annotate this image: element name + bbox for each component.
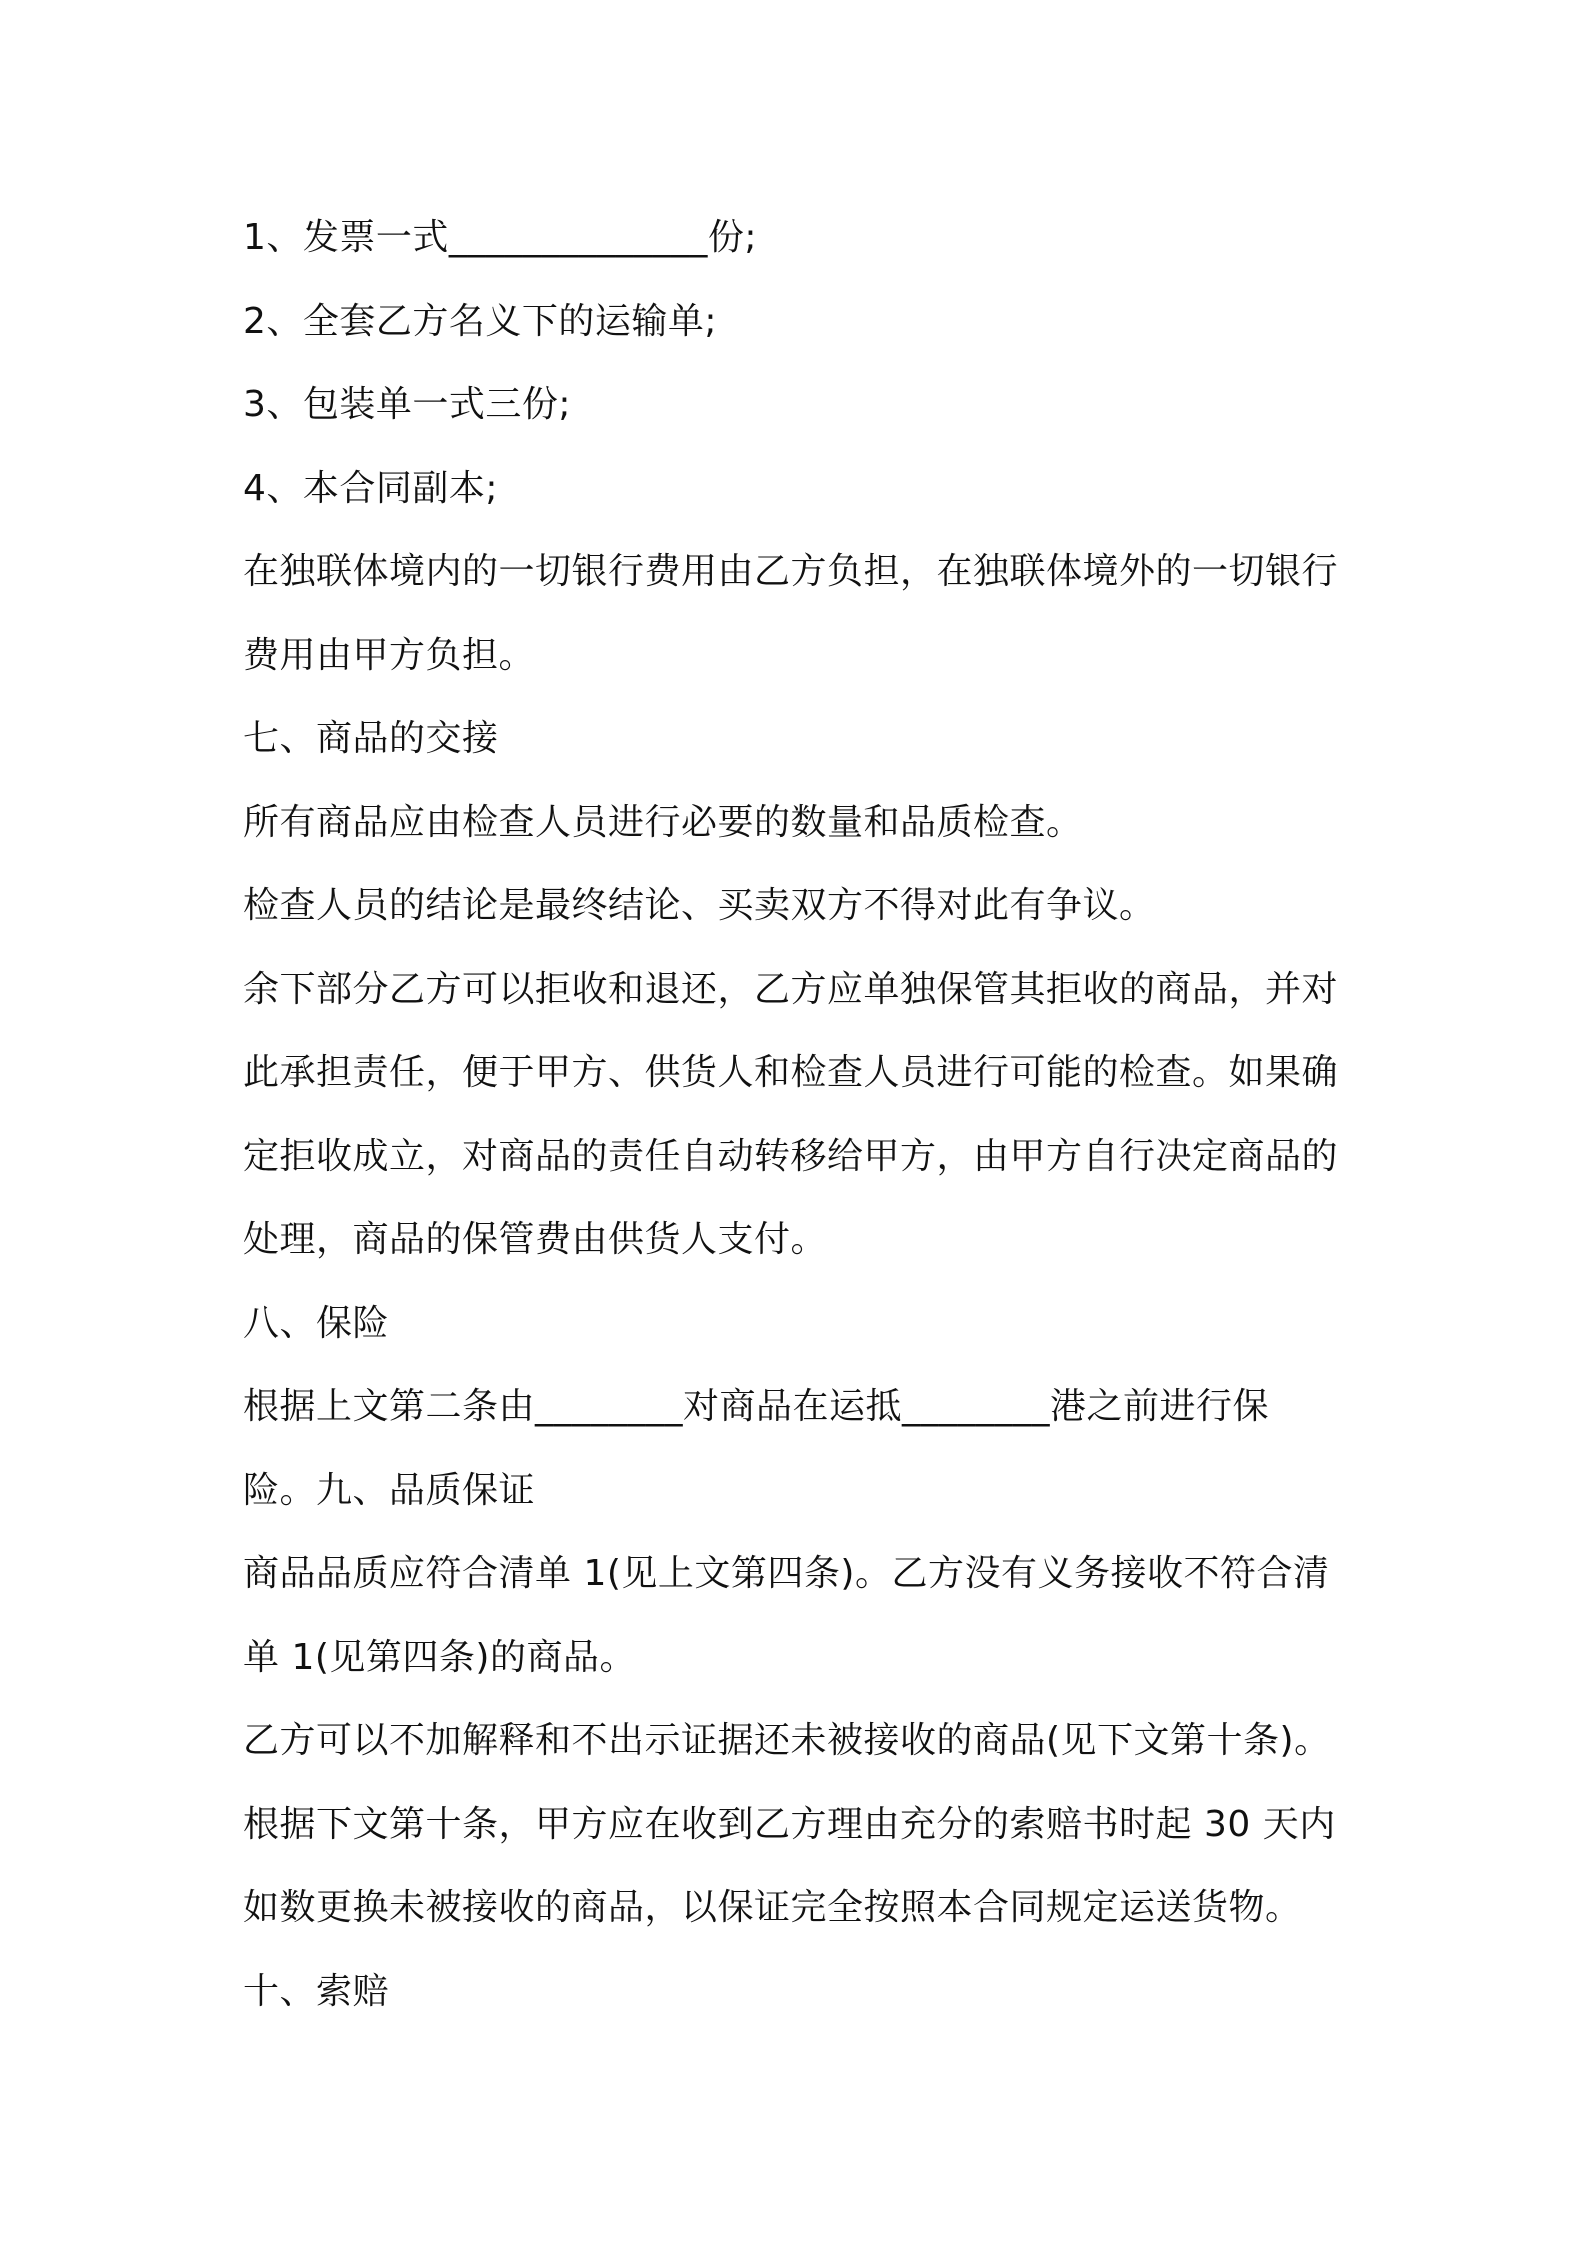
text-line: 检查人员的结论是最终结论、买卖双方不得对此有争议。 [243, 885, 1156, 926]
section-heading: 七、商品的交接 [243, 718, 499, 759]
text-line: 此承担责任，便于甲方、供货人和检查人员进行可能的检查。如果确 [243, 1052, 1339, 1093]
text-line: 在独联体境内的一切银行费用由乙方负担，在独联体境外的一切银行 [243, 551, 1339, 592]
text-line: 所有商品应由检查人员进行必要的数量和品质检查。 [243, 801, 1083, 843]
text-line: 商品品质应符合清单 1(见上文第四条)。乙方没有义务接收不符合清 [243, 1553, 1330, 1594]
text-line: 4、本合同副本; [243, 467, 499, 509]
document-body [243, 196, 1363, 2033]
text-line: 根据下文第十条，甲方应在收到乙方理由充分的索赔书时起 30 天内 [243, 1803, 1336, 1845]
text-line: 根据上文第二条由________对商品在运抵________港之前进行保 [243, 1386, 1270, 1427]
text-line: 余下部分乙方可以拒收和退还，乙方应单独保管其拒收的商品，并对 [243, 968, 1339, 1010]
text-line: 3、包装单一式三份; [243, 384, 572, 425]
text-line: 处理，商品的保管费由供货人支付。 [243, 1219, 828, 1260]
text-line: 如数更换未被接收的商品，以保证完全按照本合同规定运送货物。 [243, 1887, 1302, 1928]
text-line: 乙方可以不加解释和不出示证据还未被接收的商品(见下文第十条)。 [243, 1720, 1331, 1761]
text-line: 险。九、品质保证 [243, 1469, 536, 1511]
section-heading: 八、保险 [243, 1302, 390, 1344]
text-line: 1、发票一式______________份; [243, 217, 758, 258]
text-line: 2、全套乙方名义下的运输单; [243, 300, 718, 342]
text-line: 单 1(见第四条)的商品。 [243, 1636, 636, 1678]
section-heading: 十、索赔 [243, 1970, 390, 2012]
text-line: 定拒收成立，对商品的责任自动转移给甲方，由甲方自行决定商品的 [243, 1135, 1339, 1177]
text-line: 费用由甲方负担。 [243, 634, 536, 676]
